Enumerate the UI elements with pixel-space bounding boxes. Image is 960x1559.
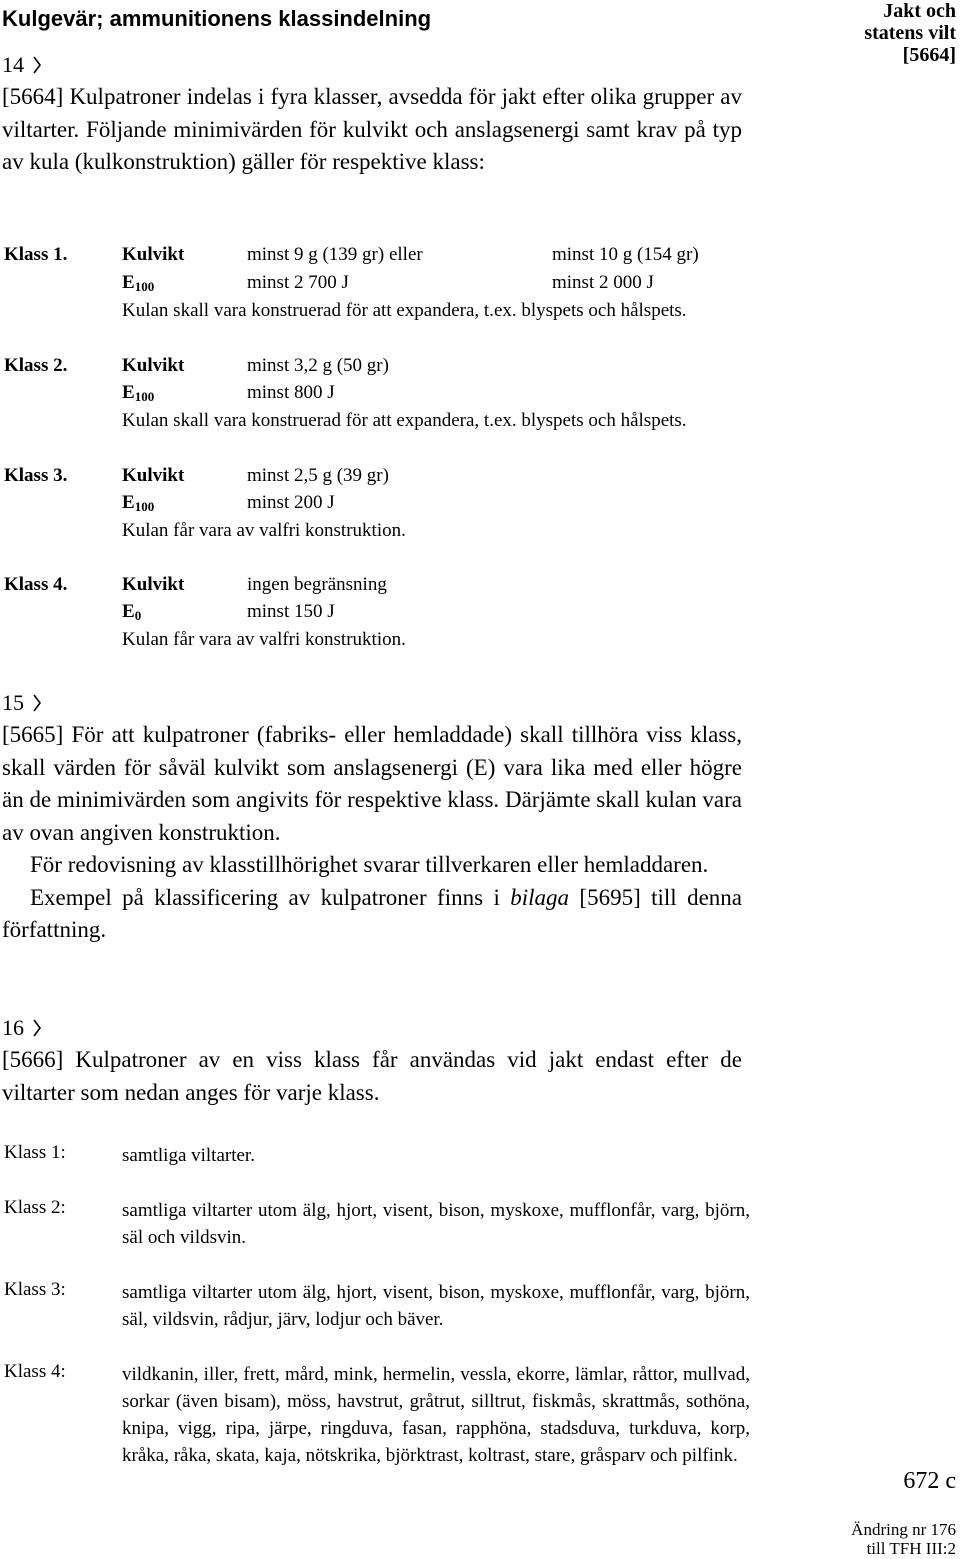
species-class-label: Klass 2:	[4, 1197, 66, 1218]
margin-header	[864, 0, 956, 66]
section-number: 16	[2, 1015, 24, 1040]
paragraph-mark-icon	[32, 56, 42, 74]
class-3-label: Klass 3.	[4, 465, 68, 486]
weight-value: minst 3,2 g (50 gr)	[247, 355, 389, 376]
construction-note: Kulan skall vara konstruerad för att expandera, t.ex. blyspets och hålspets.	[122, 410, 687, 431]
weight-value: minst 2,5 g (39 gr)	[247, 465, 389, 486]
margin-header-line1: Jakt och	[883, 0, 956, 22]
paragraph-mark-icon	[32, 1019, 42, 1037]
weight-value: ingen begränsning	[247, 574, 387, 595]
paragraph: Exempel på klassificering av kulpatroner finns i bilaga [5695] till denna författning.	[2, 884, 742, 942]
paragraph: [5665] För att kulpatroner (fabriks- eller hemladdade) skall tillhöra viss klass, skall värden för såväl kulvikt som anslagsenergi (E) vara lika med eller högre än de minimivärden som angivits för respektive klass. Därjämte skall kulan vara av ovan angiven konstruktion.	[2, 722, 742, 845]
section-14-text	[2, 81, 742, 179]
energy-label: $E_{100}$	[122, 492, 155, 514]
energy-label: $E_{100}$	[122, 272, 155, 294]
energy-alt-value: minst 2 000 J	[552, 272, 654, 293]
paragraph-mark-icon	[32, 694, 42, 712]
energy-value: minst 150 J	[247, 601, 335, 622]
page-number: 672 c	[903, 1468, 956, 1494]
margin-header-line2: statens vilt	[864, 22, 956, 44]
weight-label: Kulvikt	[122, 574, 185, 595]
construction-note: Kulan får vara av valfri konstruktion.	[122, 520, 406, 541]
species-list: samtliga viltarter.	[122, 1145, 255, 1166]
section-16-heading	[2, 1015, 42, 1041]
section-14-heading	[2, 52, 42, 78]
species-list: samtliga viltarter utom älg, hjort, visent, bison, myskoxe, mufflonfår, varg, björn, säl, vildsvin, rådjur, järv, lodjur och bäver.	[122, 1282, 750, 1330]
change-note	[851, 1520, 956, 1558]
class-2-label: Klass 2.	[4, 355, 68, 376]
paragraph: [5664] Kulpatroner indelas i fyra klasser, avsedda för jakt efter olika grupper av viltarter. Följande minimivärden för kulvikt och anslagsenergi samt krav på typ av kula (kulkonstruktion) gäller för respektive klass:	[2, 84, 742, 174]
weight-value: minst 9 g (139 gr) eller	[247, 244, 423, 265]
species-class-label: Klass 3:	[4, 1279, 66, 1300]
change-note-line2: till TFH III:2	[866, 1539, 956, 1558]
species-class-label: Klass 4:	[4, 1361, 66, 1382]
species-list: vildkanin, iller, frett, mård, mink, hermelin, vessla, ekorre, lämlar, råttor, mullvad, sorkar (även bisam), möss, havstrut, gråtrut, silltrut, fiskmås, skrattmås, sothöna, knipa, vigg, ripa, järpe, ringduva, fasan, rapphöna, stadsduva, turkduva, korp, kråka, råka, skata, kaja, nötskrika, björktrast, koltrast, stare, gråsparv och pilfink.	[122, 1364, 750, 1466]
paragraph: För redovisning av klasstillhörighet svarar tillverkaren eller hemladdaren.	[30, 852, 709, 877]
energy-value: minst 200 J	[247, 492, 335, 513]
energy-label: $E_{100}$	[122, 382, 155, 404]
weight-label: Kulvikt	[122, 465, 185, 486]
weight-label: Kulvikt	[122, 355, 185, 376]
energy-value: minst 2 700 J	[247, 272, 349, 293]
section-16-text	[2, 1044, 742, 1109]
energy-label: $E_0$	[122, 601, 142, 623]
energy-value: minst 800 J	[247, 382, 335, 403]
class-1-label: Klass 1.	[4, 244, 68, 265]
section-15-text	[2, 719, 742, 947]
weight-alt-value: minst 10 g (154 gr)	[552, 244, 699, 265]
section-number: 14	[2, 52, 24, 77]
appendix-reference: bilaga	[510, 884, 570, 910]
construction-note: Kulan skall vara konstruerad för att expandera, t.ex. blyspets och hålspets.	[122, 300, 687, 321]
paragraph: [5666] Kulpatroner av en viss klass får användas vid jakt endast efter de viltarter som nedan anges för varje klass.	[2, 1047, 742, 1105]
page-title: Kulgevär; ammunitionens klassindelning	[2, 6, 432, 31]
section-15-heading	[2, 690, 42, 716]
class-4-label: Klass 4.	[4, 574, 68, 595]
margin-header-ref: [5664]	[902, 44, 956, 66]
section-number: 15	[2, 690, 24, 715]
species-class-label: Klass 1:	[4, 1142, 66, 1163]
species-list: samtliga viltarter utom älg, hjort, visent, bison, myskoxe, mufflonfår, varg, björn, säl och vildsvin.	[122, 1200, 750, 1248]
construction-note: Kulan får vara av valfri konstruktion.	[122, 629, 406, 650]
weight-label: Kulvikt	[122, 244, 185, 265]
change-note-line1: Ändring nr 176	[851, 1520, 956, 1539]
